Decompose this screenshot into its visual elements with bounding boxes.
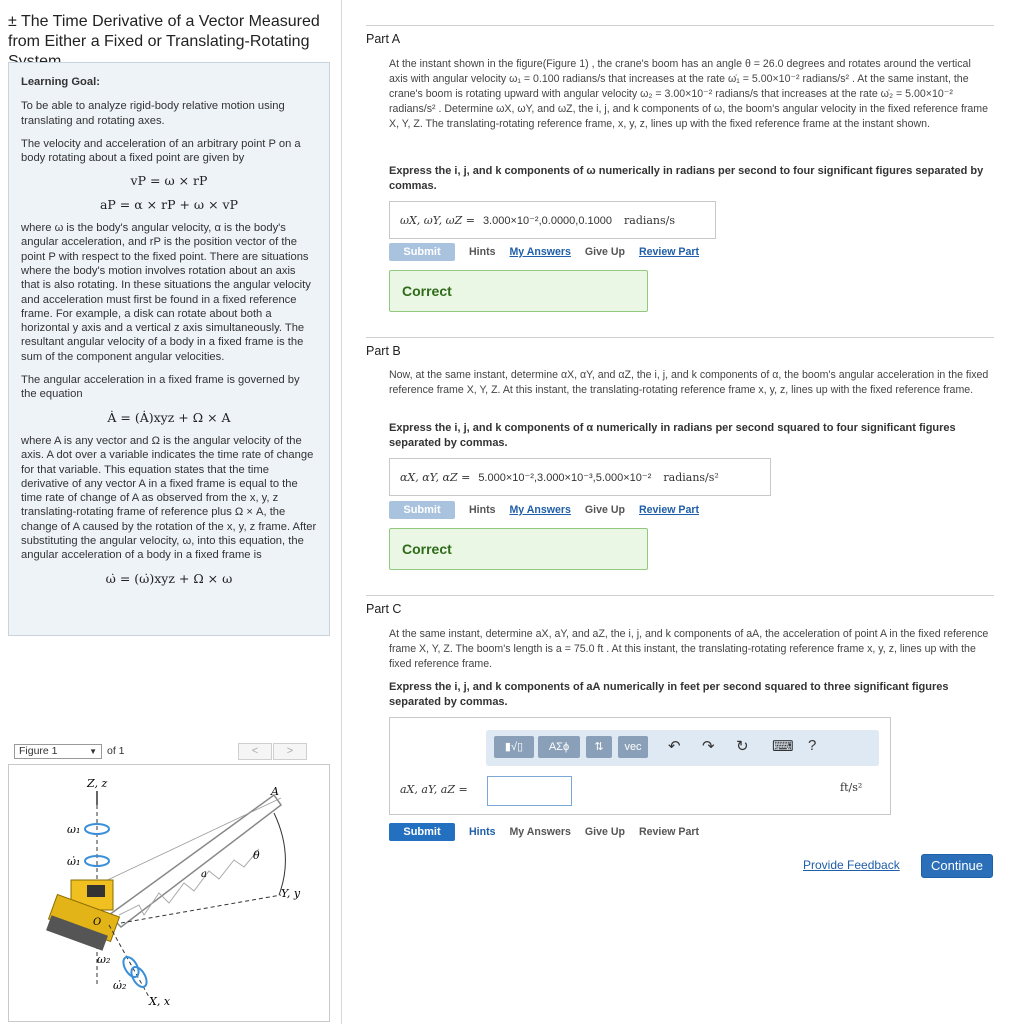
chevron-down-icon: ▼ (89, 747, 97, 756)
part-a-label: Part A (366, 32, 401, 46)
part-b-answer-label: αX, αY, αZ = (400, 470, 471, 484)
reset-icon[interactable]: ↻ (736, 738, 749, 755)
page-title: ± The Time Derivative of a Vector Measured from Either a Fixed or Translating-Rotating (8, 13, 320, 50)
omega2dot-label: ω̇₂ (113, 979, 127, 992)
part-c-instruction: Express the i, j, and k components of aA numerically in feet per second squared to three significant figures separated by commas. (389, 681, 949, 708)
part-c-my-answers-link[interactable]: My Answers (509, 826, 571, 838)
part-a-answer-unit: radians/s (624, 213, 676, 227)
equation-acceleration: aP = α × rP + ω × vP (99, 196, 239, 212)
x-axis-label: X, x (149, 995, 171, 1008)
math-toolbar (486, 730, 879, 766)
figure-select[interactable] (14, 744, 102, 759)
learning-goal-heading: Learning Goal: (21, 76, 100, 88)
undo-icon[interactable]: ↶ (668, 738, 681, 755)
arrows-button[interactable]: ⇅ (586, 736, 612, 758)
part-c-actions (389, 823, 699, 841)
part-b-hints-link[interactable]: Hints (469, 504, 496, 516)
boom-length-label: a (201, 869, 207, 880)
part-b-submit-button[interactable]: Submit (389, 501, 455, 519)
symbols-button[interactable]: ΑΣϕ (538, 736, 580, 758)
part-a-answer-label: ωX, ωY, ωZ = (400, 213, 475, 227)
part-c-answer-box (389, 717, 891, 815)
origin-label: O (93, 917, 102, 928)
part-b-answer-unit: radians/s² (663, 470, 719, 484)
provide-feedback-link[interactable]: Provide Feedback (803, 858, 900, 872)
part-c-give-up-link[interactable]: Give Up (584, 826, 625, 838)
divider (366, 337, 994, 338)
crane-window (87, 885, 105, 897)
vector-button[interactable]: vec (618, 736, 648, 758)
part-c-hints-link[interactable]: Hints (469, 826, 496, 838)
theta-label: θ (253, 849, 260, 862)
part-b-instruction: Express the i, j, and k components of α numerically in radians per second squared to four significant figures separated by commas. (389, 422, 956, 449)
part-b-answer-value: 5.000×10⁻²,3.000×10⁻³,5.000×10⁻² (478, 471, 652, 484)
point-a-label: A (271, 785, 279, 798)
part-a-problem: At the instant shown in the figure(Figure 1) , the crane's boom has an angle θ = 26.0 degrees and rotates around the vertical axis with angular velocity ω₁ = 0.100 radians/s that increases at the rate ω̇₁ = 5.00×10⁻² radians/s² . At the same instant, the crane's boom is rotating upward with angular velocity ω₂ = 3.00×10⁻² radians/s that increases at the rate ω̇₂ = 5.00×10⁻² radians/s² . Determine ωX, ωY, and ωZ, the i, j, and k components of ω, the boom's angular velocity in the fixed reference frame X, Y, Z. The translating-rotating reference frame, x, y, z, lines up with the fixed reference frame at the instant shown. (389, 58, 989, 130)
part-a-correct-banner: Correct (389, 270, 648, 312)
part-c-review-link[interactable]: Review Part (638, 826, 700, 838)
part-a-instruction: Express the i, j, and k components of ω numerically in radians per second to four significant figures separated by commas. (389, 165, 984, 192)
omega2-label: ω₂ (97, 953, 111, 966)
part-c-answer-unit: ft/s² (840, 781, 863, 794)
part-c-answer-label: aX, aY, aZ = (400, 783, 468, 796)
part-b-answer-box (389, 458, 771, 496)
keyboard-icon[interactable]: ⌨ (772, 738, 794, 755)
part-c-answer-input[interactable] (487, 776, 572, 806)
left-panel (0, 0, 342, 1024)
part-b-actions (389, 501, 699, 519)
divider (366, 595, 994, 596)
figure-count: of 1 (107, 745, 125, 757)
part-a-answer-value: 3.000×10⁻²,0.0000,0.1000 (482, 214, 612, 227)
part-c-label: Part C (366, 602, 402, 616)
goal-paragraph-1: To be able to analyze rigid-body relative motion using translating and rotating axes. (21, 100, 285, 127)
part-c-problem: At the same instant, determine aX, aY, and aZ, the i, j, and k components of aA, the acceleration of point A in the fixed reference frame X, Y, Z. The boom's length is a = 75.0 ft . At this instant, the translating-rotating reference frame x, y, z, lines up with the fixed reference frame. (389, 628, 989, 670)
z-axis-label: Z, z (87, 777, 108, 790)
goal-paragraph-2: The velocity and acceleration of an arbitrary point P on a body rotating about a fixed point are given by (21, 137, 301, 165)
templates-button[interactable]: ▮√▯ (494, 736, 534, 758)
omega1dot-label: ω̇₁ (67, 855, 81, 868)
part-a-review-link[interactable]: Review Part (638, 246, 700, 258)
part-b-review-link[interactable]: Review Part (638, 504, 700, 516)
figure-frame (8, 764, 330, 1022)
divider (366, 25, 994, 26)
goal-paragraph-3: where ω is the body's angular velocity, α is the body's angular acceleration, and rP is the position vector of the point P with respect to the fixed point. There are situations where the body's motion involves rotation about an axis that is also rotating. In these situations the angular velocity and acceleration must first be found in a fixed reference frame. For example, a disk can rotate about both a horizontal y axis and a vertical z axis simultaneously. The resultant angular velocity of a body in a fixed frame is the sum of the component angular velocities. (21, 222, 311, 363)
theta-arc (274, 813, 285, 895)
equation-velocity: vP = ω × rP (130, 173, 208, 189)
part-a-answer-box (389, 201, 716, 239)
equation-angular-acceleration: ω̇ = (ω̇)xyz + Ω × ω (105, 570, 233, 586)
part-b-label: Part B (366, 344, 401, 358)
omega2dot-arc (128, 964, 149, 989)
part-a-submit-button[interactable]: Submit (389, 243, 455, 261)
part-a-actions (389, 243, 699, 261)
omega1-label: ω₁ (67, 823, 81, 836)
part-c-submit-button[interactable]: Submit (389, 823, 455, 841)
part-b-problem: Now, at the same instant, determine αX, αY, and αZ, the i, j, and k components of α, the boom's angular acceleration in the fixed reference frame X, Y, Z. At this instant, the translating-rotating reference frame x, y, z, lines up with the fixed reference frame. (389, 369, 989, 396)
figure-navigation (8, 742, 330, 762)
part-b-my-answers-link[interactable]: My Answers (509, 504, 571, 516)
continue-button[interactable]: Continue (921, 854, 993, 878)
crane-figure (9, 765, 329, 1021)
equation-derivative: Ȧ = (Ȧ)xyz + Ω × A (107, 409, 231, 425)
previous-figure-button[interactable]: < (238, 743, 272, 760)
part-b-correct-banner: Correct (389, 528, 648, 570)
part-a-my-answers-link[interactable]: My Answers (509, 246, 571, 258)
next-figure-button[interactable]: > (273, 743, 307, 760)
y-axis-label: Y, y (281, 887, 301, 900)
boom-lattice (119, 849, 259, 915)
part-a-give-up-link[interactable]: Give Up (584, 246, 625, 258)
learning-goal-box (8, 62, 330, 636)
goal-paragraph-5: where A is any vector and Ω is the angular velocity of the axis. A dot over a variable indicates the time rate of change for that variable. This equation states that the time derivative of any vector A in a fixed frame is equal to the time rate of change of A as observed from the x, y, z translating-rotating frame of reference plus Ω × A, the change of A caused by the rotation of the x, y, z frame. After substituting the angular velocity, ω, into this equation, the angular acceleration of a body in a fixed frame is (21, 434, 317, 562)
part-a-hints-link[interactable]: Hints (469, 246, 496, 258)
help-icon[interactable]: ? (808, 737, 817, 754)
part-b-give-up-link[interactable]: Give Up (584, 504, 625, 516)
goal-paragraph-4: The angular acceleration in a fixed frame is governed by the equation (21, 374, 300, 401)
boom-cable (97, 798, 281, 885)
redo-icon[interactable]: ↷ (702, 738, 715, 755)
figure-select-value: Figure 1 (19, 745, 58, 757)
